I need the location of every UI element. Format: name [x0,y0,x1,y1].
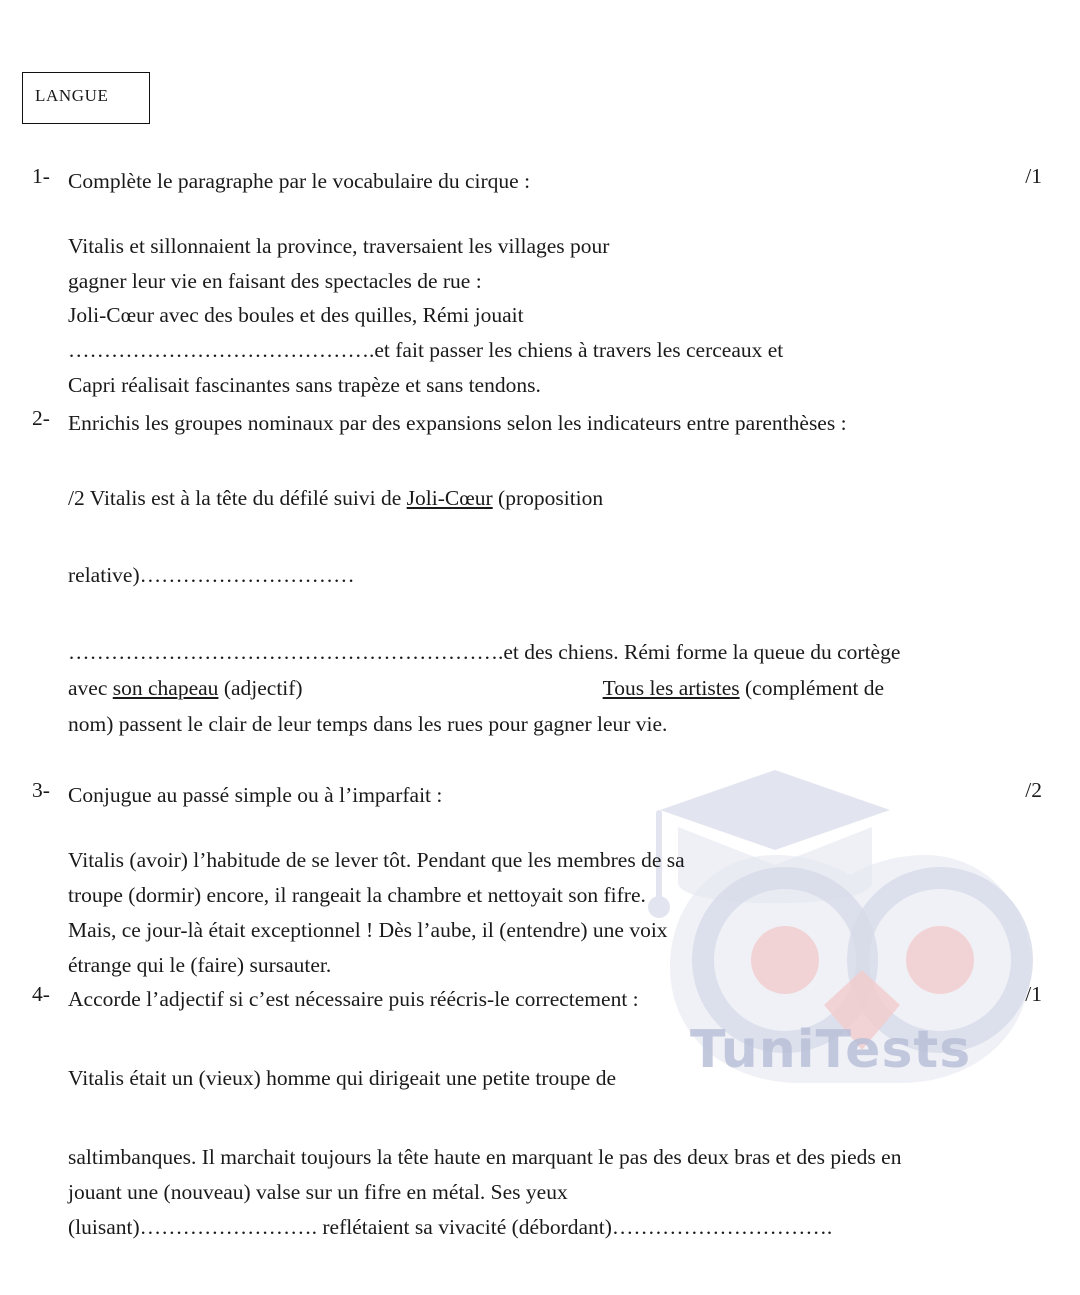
watermark-label: TuniTests [690,1020,972,1080]
question-1-number: 1- [32,164,50,188]
question-3-line-3: Mais, ce jour-là était exceptionnel ! Dès l’aube, il (entendre) une voix [68,918,668,942]
question-3-mark: /2 [1025,778,1042,802]
underlined-joli-coeur: Joli-Cœur [406,486,493,510]
question-2-line-5: nom) passent le clair de leur temps dans les rues pour gagner leur vie. [68,712,668,736]
question-4-line-2: saltimbanques. Il marchait toujours la tête haute en marquant le pas des deux bras et des pieds en [68,1145,902,1169]
question-1-line-3: Joli-Cœur avec des boules et des quilles, Rémi jouait [68,303,524,327]
question-2-line-1: /2 Vitalis est à la tête du défilé suivi de Joli-Cœur (proposition [68,486,604,510]
question-3-line-1: Vitalis (avoir) l’habitude de se lever tôt. Pendant que les membres de sa [68,848,685,872]
question-1-line-2: gagner leur vie en faisant des spectacles de rue : [68,269,482,293]
question-2-line-2: relative)………………………… [68,563,355,587]
question-4-mark: /1 [1025,982,1042,1006]
underlined-tous-les-artistes: Tous les artistes [602,676,740,700]
question-1-prompt: Complète le paragraphe par le vocabulaire du cirque : [68,169,531,193]
question-1-mark: /1 [1025,164,1042,188]
question-2-line-4: avec son chapeau (adjectif) Tous les artistes (complément de [68,676,885,700]
question-4-number: 4- [32,982,50,1006]
question-3-line-4: étrange qui le (faire) sursauter. [68,953,332,977]
question-4-line-1: Vitalis était un (vieux) homme qui dirigeait une petite troupe de [68,1066,616,1090]
question-3-line-2: troupe (dormir) encore, il rangeait la chambre et nettoyait son fifre. [68,883,646,907]
question-1-line-5: Capri réalisait fascinantes sans trapèze et sans tendons. [68,373,541,397]
section-langue-label: LANGUE [35,86,109,105]
section-langue-box [22,72,150,124]
question-4-line-4: (luisant)……………………. reflétaient sa vivacité (débordant)…………………………. [68,1215,833,1239]
question-1-line-4: …………………………………….et fait passer les chiens à travers les cerceaux et [68,338,784,362]
question-4-prompt: Accorde l’adjectif si c’est nécessaire puis réécris-le correctement : [68,987,639,1011]
question-1-line-1: Vitalis et sillonnaient la province, traversaient les villages pour [68,234,610,258]
question-2-number: 2- [32,406,50,430]
question-3-prompt: Conjugue au passé simple ou à l’imparfait : [68,783,443,807]
question-4-line-3: jouant une (nouveau) valse sur un fifre en métal. Ses yeux [68,1180,568,1204]
question-3-number: 3- [32,778,50,802]
question-2-line-3: …………………………………………………….et des chiens. Rémi forme la queue du cortège [68,640,901,664]
underlined-son-chapeau: son chapeau [112,676,219,700]
question-2-prompt: Enrichis les groupes nominaux par des expansions selon les indicateurs entre parenthèses : [68,411,847,435]
